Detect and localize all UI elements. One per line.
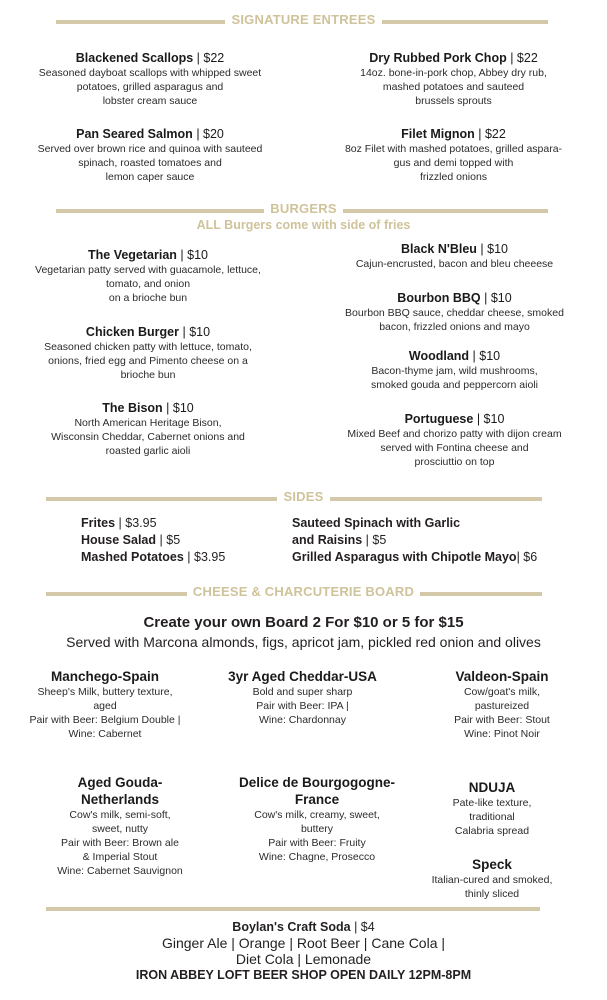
item-name: Black N'Bleu xyxy=(401,242,477,256)
item-desc-line: served with Fontina cheese and xyxy=(380,442,529,454)
menu-item xyxy=(312,411,597,469)
sides-left-list xyxy=(81,515,281,566)
item-desc-line: 14oz. bone-in-pork chop, Abbey dry rub, xyxy=(360,67,547,79)
item-name: The Vegetarian xyxy=(88,248,177,262)
cheese-desc-line: Pair with Beer: IPA | xyxy=(256,700,349,712)
cheese-name: Valdeon-Spain xyxy=(455,669,549,684)
soda-line xyxy=(0,920,607,935)
shop-hours: IRON ABBEY LOFT BEER SHOP OPEN DAILY 12PM-8PM xyxy=(135,968,472,982)
cheese-name: Netherlands xyxy=(80,792,160,807)
item-desc-line: brussels sprouts xyxy=(415,95,492,107)
menu-item xyxy=(8,247,288,305)
cheese-desc-line: Wine: Pinot Noir xyxy=(464,728,540,740)
item-desc-line: Seasoned chicken patty with lettuce, tomato, xyxy=(44,341,252,353)
side-item xyxy=(81,532,281,549)
item-price: | $10 xyxy=(180,248,208,262)
item-desc-line: frizzled onions xyxy=(419,171,488,183)
menu-item xyxy=(14,50,286,108)
cheese-desc-line: Wine: Chagne, Prosecco xyxy=(258,851,376,863)
cheese-item xyxy=(20,774,220,878)
section-title: CHEESE & CHARCUTERIE BOARD xyxy=(187,584,420,599)
item-desc-line: lemon caper sauce xyxy=(105,171,195,183)
item-name: Chicken Burger xyxy=(85,325,180,339)
side-name: and Raisins xyxy=(292,533,363,547)
cheese-desc-line: & Imperial Stout xyxy=(82,851,158,863)
menu-item xyxy=(312,290,597,334)
item-price: | $22 xyxy=(196,51,225,65)
item-desc-line: Bacon-thyme jam, wild mushrooms, xyxy=(371,365,538,377)
side-name: Frites xyxy=(81,516,116,530)
item-desc-line: tomato, and onion xyxy=(105,278,191,290)
cheese-name: Delice de Bourgogogne- xyxy=(238,775,395,790)
item-price: | $10 xyxy=(166,401,194,415)
cheese-item xyxy=(20,668,190,741)
menu-item xyxy=(312,348,597,392)
side-item xyxy=(81,549,281,566)
cheese-desc-line: Wine: Cabernet Sauvignon xyxy=(57,865,183,877)
menu-item xyxy=(8,400,288,458)
cheese-desc-line: Pair with Beer: Brown ale xyxy=(61,837,179,849)
side-item xyxy=(81,515,281,532)
cheese-desc-line: Wine: Cabernet xyxy=(68,728,142,740)
side-price: | $3.95 xyxy=(118,516,157,530)
item-price: | $20 xyxy=(196,127,224,141)
item-name: The Bison xyxy=(102,401,163,415)
cheese-desc-line: Italian-cured and smoked, xyxy=(431,874,553,886)
item-name: Bourbon BBQ xyxy=(397,291,481,305)
board-subtitle: Served with Marcona almonds, figs, apricot jam, pickled red onion and olives xyxy=(66,634,541,650)
menu-item xyxy=(316,126,591,184)
cheese-desc-line: Wine: Chardonnay xyxy=(259,714,346,726)
soda-name: Boylan's Craft Soda xyxy=(232,920,351,934)
side-name: House Salad xyxy=(81,533,157,547)
cheese-desc-line: traditional xyxy=(469,811,515,823)
item-desc-line: onions, fried egg and Pimento cheese on a xyxy=(48,355,248,367)
cheese-desc-line: buttery xyxy=(300,823,334,835)
cheese-item xyxy=(412,668,592,741)
item-desc-line: Served over brown rice and quinoa with sauteed xyxy=(37,143,263,155)
item-desc-line: Cajun-encrusted, bacon and bleu cheeese xyxy=(355,258,554,270)
cheese-desc-line: pastureized xyxy=(474,700,530,712)
item-desc-line: Mixed Beef and chorizo patty with dijon cream xyxy=(347,428,562,440)
menu-item xyxy=(14,126,286,184)
cheese-item xyxy=(205,668,400,727)
item-desc-line: smoked gouda and peppercorn aioli xyxy=(371,379,538,391)
item-price: | $10 xyxy=(476,412,505,426)
item-desc-line: Bourbon BBQ sauce, cheddar cheese, smoked xyxy=(345,307,564,319)
side-item xyxy=(292,515,592,532)
soda-price: | $4 xyxy=(354,920,375,934)
item-desc-line: potatoes, grilled asparagus and xyxy=(76,81,224,93)
cheese-desc-line: Pair with Beer: Belgium Double | xyxy=(29,714,181,726)
cheese-desc-line: Bold and super sharp xyxy=(252,686,353,698)
item-price: | $22 xyxy=(510,51,538,65)
item-desc-line: on a brioche bun xyxy=(108,292,188,304)
item-name: Dry Rubbed Pork Chop xyxy=(369,51,507,65)
item-desc-line: Seasoned dayboat scallops with whipped sweet xyxy=(38,67,262,79)
item-price: | $10 xyxy=(182,325,211,339)
section-header-cheese xyxy=(0,582,607,604)
item-price: | $10 xyxy=(484,291,512,305)
item-desc-line: North American Heritage Bison, xyxy=(74,417,222,429)
cheese-name: Manchego-Spain xyxy=(50,669,159,684)
menu-item xyxy=(316,50,591,108)
item-price: | $10 xyxy=(480,242,508,256)
item-price: | $22 xyxy=(478,127,506,141)
item-price: | $10 xyxy=(472,349,501,363)
footer-divider xyxy=(46,907,540,911)
item-desc-line: 8oz Filet with mashed potatoes, grilled aspara- xyxy=(344,143,563,155)
cheese-name: 3yr Aged Cheddar-USA xyxy=(228,669,377,684)
item-desc-line: mashed potatoes and sauteed xyxy=(382,81,525,93)
cheese-desc-line: Cow's milk, semi-soft, xyxy=(69,809,171,821)
cheese-desc-line: Calabria spread xyxy=(454,825,530,837)
cheese-desc-line: sweet, nutty xyxy=(91,823,149,835)
item-name: Woodland xyxy=(408,349,470,363)
item-name: Pan Seared Salmon xyxy=(76,127,193,141)
cheese-name: France xyxy=(294,792,340,807)
section-header-signature xyxy=(0,10,607,32)
item-desc-line: Wisconsin Cheddar, Cabernet onions and xyxy=(51,431,245,443)
section-title: BURGERS xyxy=(264,201,342,216)
item-desc-line: spinach, roasted tomatoes and xyxy=(78,157,222,169)
cheese-desc-line: Sheep's Milk, buttery texture, xyxy=(37,686,173,698)
side-price: | $5 xyxy=(365,533,387,547)
side-name: Mashed Potatoes xyxy=(81,550,184,564)
soda-flavors-line: Diet Cola | Lemonade xyxy=(235,951,372,967)
side-price: | $6 xyxy=(516,550,538,564)
item-name: Blackened Scallops xyxy=(75,51,194,65)
cheese-name: NDUJA xyxy=(468,780,516,795)
side-name: Grilled Asparagus with Chipotle Mayo xyxy=(292,550,517,564)
side-item xyxy=(292,532,592,549)
item-desc-line: bacon, frizzled onions and mayo xyxy=(379,321,530,333)
board-title: Create your own Board 2 For $10 or 5 for $15 xyxy=(143,614,464,631)
item-desc-line: Vegetarian patty served with guacamole, lettuce, xyxy=(35,264,261,276)
item-name: Filet Mignon xyxy=(401,127,475,141)
cheese-desc-line: aged xyxy=(93,700,117,712)
side-item xyxy=(292,549,592,566)
item-desc-line: brioche bun xyxy=(120,369,176,381)
soda-flavors-line: Ginger Ale | Orange | Root Beer | Cane Cola | xyxy=(161,935,446,951)
item-desc-line: prosciuttio on top xyxy=(414,456,495,468)
menu-item xyxy=(8,324,288,382)
cheese-desc-line: thinly sliced xyxy=(464,888,520,900)
item-name: Portuguese xyxy=(404,412,474,426)
cheese-desc-line: Cow/goat's milk, xyxy=(463,686,541,698)
sides-right-list xyxy=(292,515,592,566)
section-title: SIDES xyxy=(277,489,329,504)
section-header-sides xyxy=(0,487,607,509)
cheese-item xyxy=(412,779,572,838)
section-title: SIGNATURE ENTREES xyxy=(225,12,381,27)
side-name: Sauteed Spinach with Garlic xyxy=(292,516,461,530)
cheese-item xyxy=(412,856,572,901)
cheese-item xyxy=(212,774,422,864)
cheese-name: Speck xyxy=(472,857,512,872)
item-desc-line: gus and demi topped with xyxy=(393,157,514,169)
cheese-desc-line: Cow's milk, creamy, sweet, xyxy=(254,809,380,821)
cheese-desc-line: Pair with Beer: Fruity xyxy=(268,837,366,849)
side-price: | $5 xyxy=(159,533,181,547)
item-desc-line: lobster cream sauce xyxy=(102,95,198,107)
menu-item xyxy=(312,241,597,271)
item-desc-line: roasted garlic aioli xyxy=(105,445,191,457)
side-price: | $3.95 xyxy=(187,550,226,564)
cheese-desc-line: Pate-like texture, xyxy=(452,797,532,809)
burgers-subtitle: ALL Burgers come with side of fries xyxy=(196,218,411,232)
cheese-desc-line: Pair with Beer: Stout xyxy=(454,714,550,726)
cheese-name: Aged Gouda- xyxy=(77,775,163,790)
